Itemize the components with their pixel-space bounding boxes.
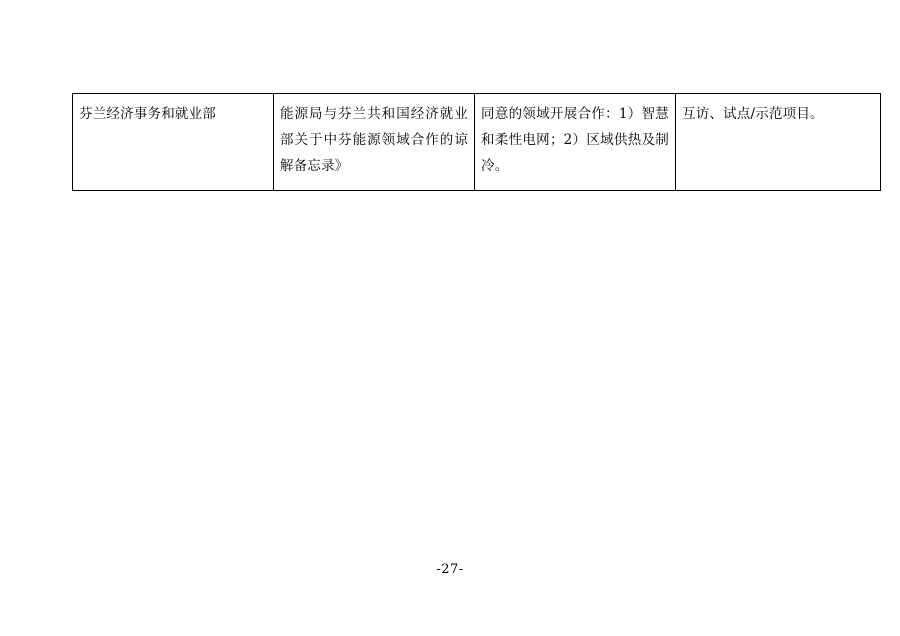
page-number: -27-	[436, 562, 464, 577]
table-body	[73, 94, 881, 191]
table-row	[73, 94, 881, 191]
cell-cooperation-content: 同意的领域开展合作：1）智慧和柔性电网；2）区域供热及制冷。	[475, 94, 676, 191]
cell-activities: 互访、试点/示范项目。	[676, 94, 881, 191]
agreement-table	[72, 93, 881, 191]
cell-agreement: 能源局与芬兰共和国经济就业部关于中芬能源领域合作的谅解备忘录》	[274, 94, 475, 191]
cell-department: 芬兰经济事务和就业部	[73, 94, 274, 191]
